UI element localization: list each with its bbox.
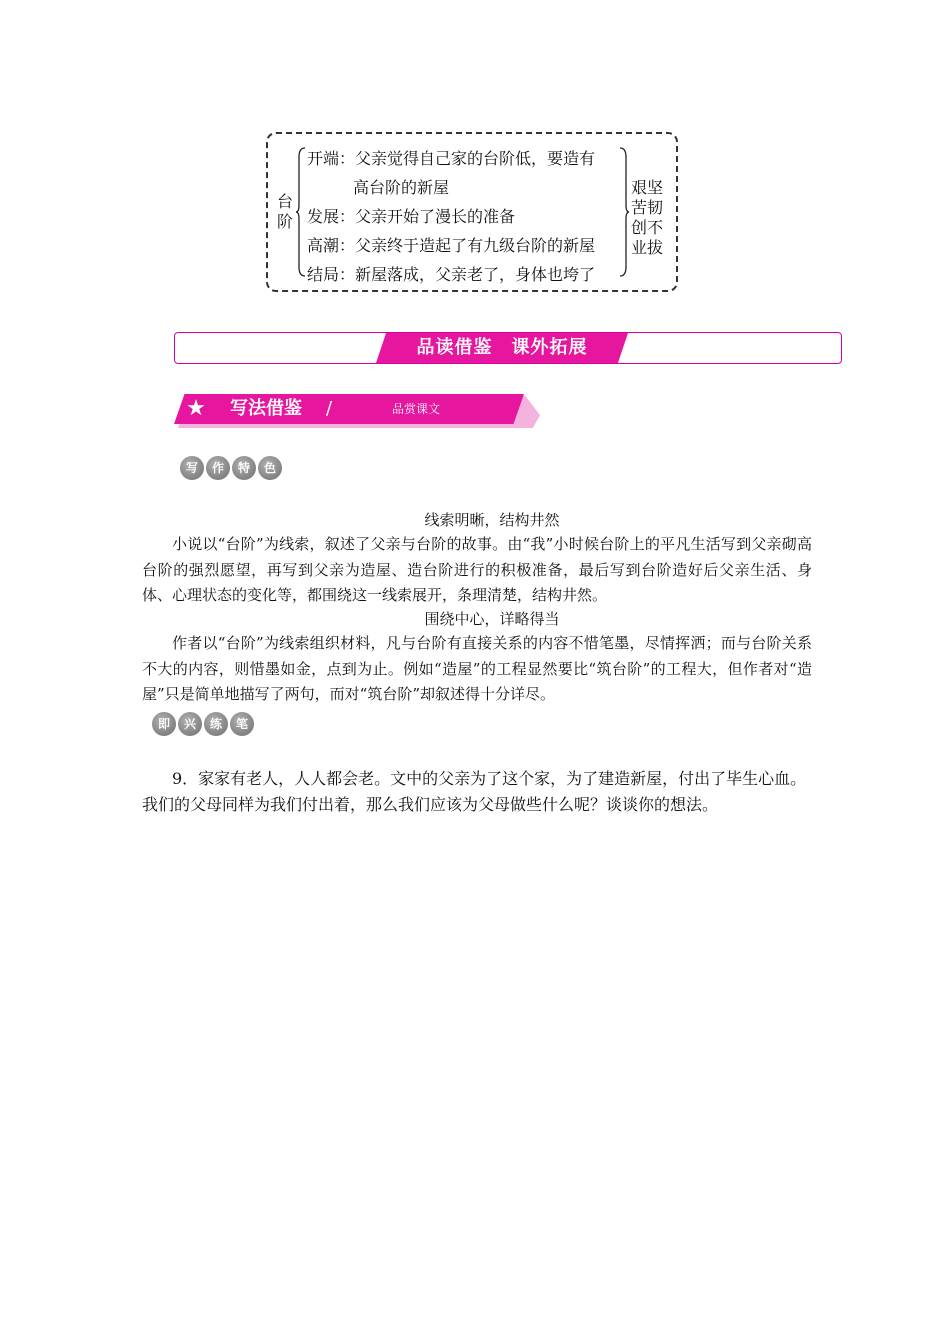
summary-line-opening: 开端：父亲觉得自己家的台阶低，要造有	[307, 149, 596, 168]
tag-char: 写	[180, 456, 204, 480]
tag-char: 特	[232, 456, 256, 480]
feature-body: 小说以“台阶”为线索，叙述了父亲与台阶的故事。由“我”小时候台阶上的平凡生活写到父亲砌高台阶的强烈愿望，再写到父亲为造屋、造台阶进行的积极准备，最后写到台阶造好后父亲生活、身体、心理状态的变化等，都围绕这一线索展开，条理清楚，结构井然。	[142, 535, 812, 604]
tag-writing-features	[180, 456, 282, 480]
tag-char: 作	[206, 456, 230, 480]
right-brace	[619, 147, 629, 277]
section-banner-title: 品读借鉴 课外拓展	[416, 337, 588, 358]
sub-heading-slash: /	[326, 398, 333, 419]
sub-heading-title: 写法借鉴	[230, 398, 302, 419]
sub-heading-bar	[174, 394, 524, 424]
summary-line-ending: 结局：新屋落成，父亲老了，身体也垮了	[307, 265, 596, 284]
summary-lines	[307, 144, 621, 289]
tag-practice	[152, 712, 254, 736]
left-brace	[296, 147, 306, 277]
feature-body: 作者以“台阶”为线索组织材料，凡与台阶有直接关系的内容不惜笔墨，尽情挥洒；而与台阶关系不大的内容，则惜墨如金，点到为止。例如“造屋”的工程显然要比“筑台阶”的工程大，但作者对“造屋”只是简单地描写了两句，而对“筑台阶”却叙述得十分详尽。	[142, 634, 812, 703]
summary-spirit: 艰坚苦韧创不业拔	[631, 178, 664, 257]
star-icon: ★	[186, 396, 206, 421]
feature-title: 围绕中心，详略得当	[424, 610, 560, 628]
tag-char: 练	[204, 712, 228, 736]
tag-char: 笔	[230, 712, 254, 736]
question-9: 9．家家有老人，人人都会老。文中的父亲为了这个家，为了建造新屋，付出了毕生心血。我们的父母同样为我们付出着，那么我们应该为父母做些什么呢？谈谈你的想法。	[142, 769, 807, 814]
tag-char: 色	[258, 456, 282, 480]
tag-char: 即	[152, 712, 176, 736]
summary-line-climax: 高潮：父亲终于造起了有九级台阶的新屋	[307, 236, 596, 255]
summary-line-development: 发展：父亲开始了漫长的准备	[307, 207, 516, 226]
summary-line-opening-cont: 高台阶的新屋	[353, 178, 450, 197]
sub-heading-note: 品赏课文	[392, 402, 441, 416]
feature-title: 线索明晰，结构井然	[424, 511, 560, 529]
summary-topic: 台阶	[277, 192, 294, 231]
tag-char: 兴	[178, 712, 202, 736]
